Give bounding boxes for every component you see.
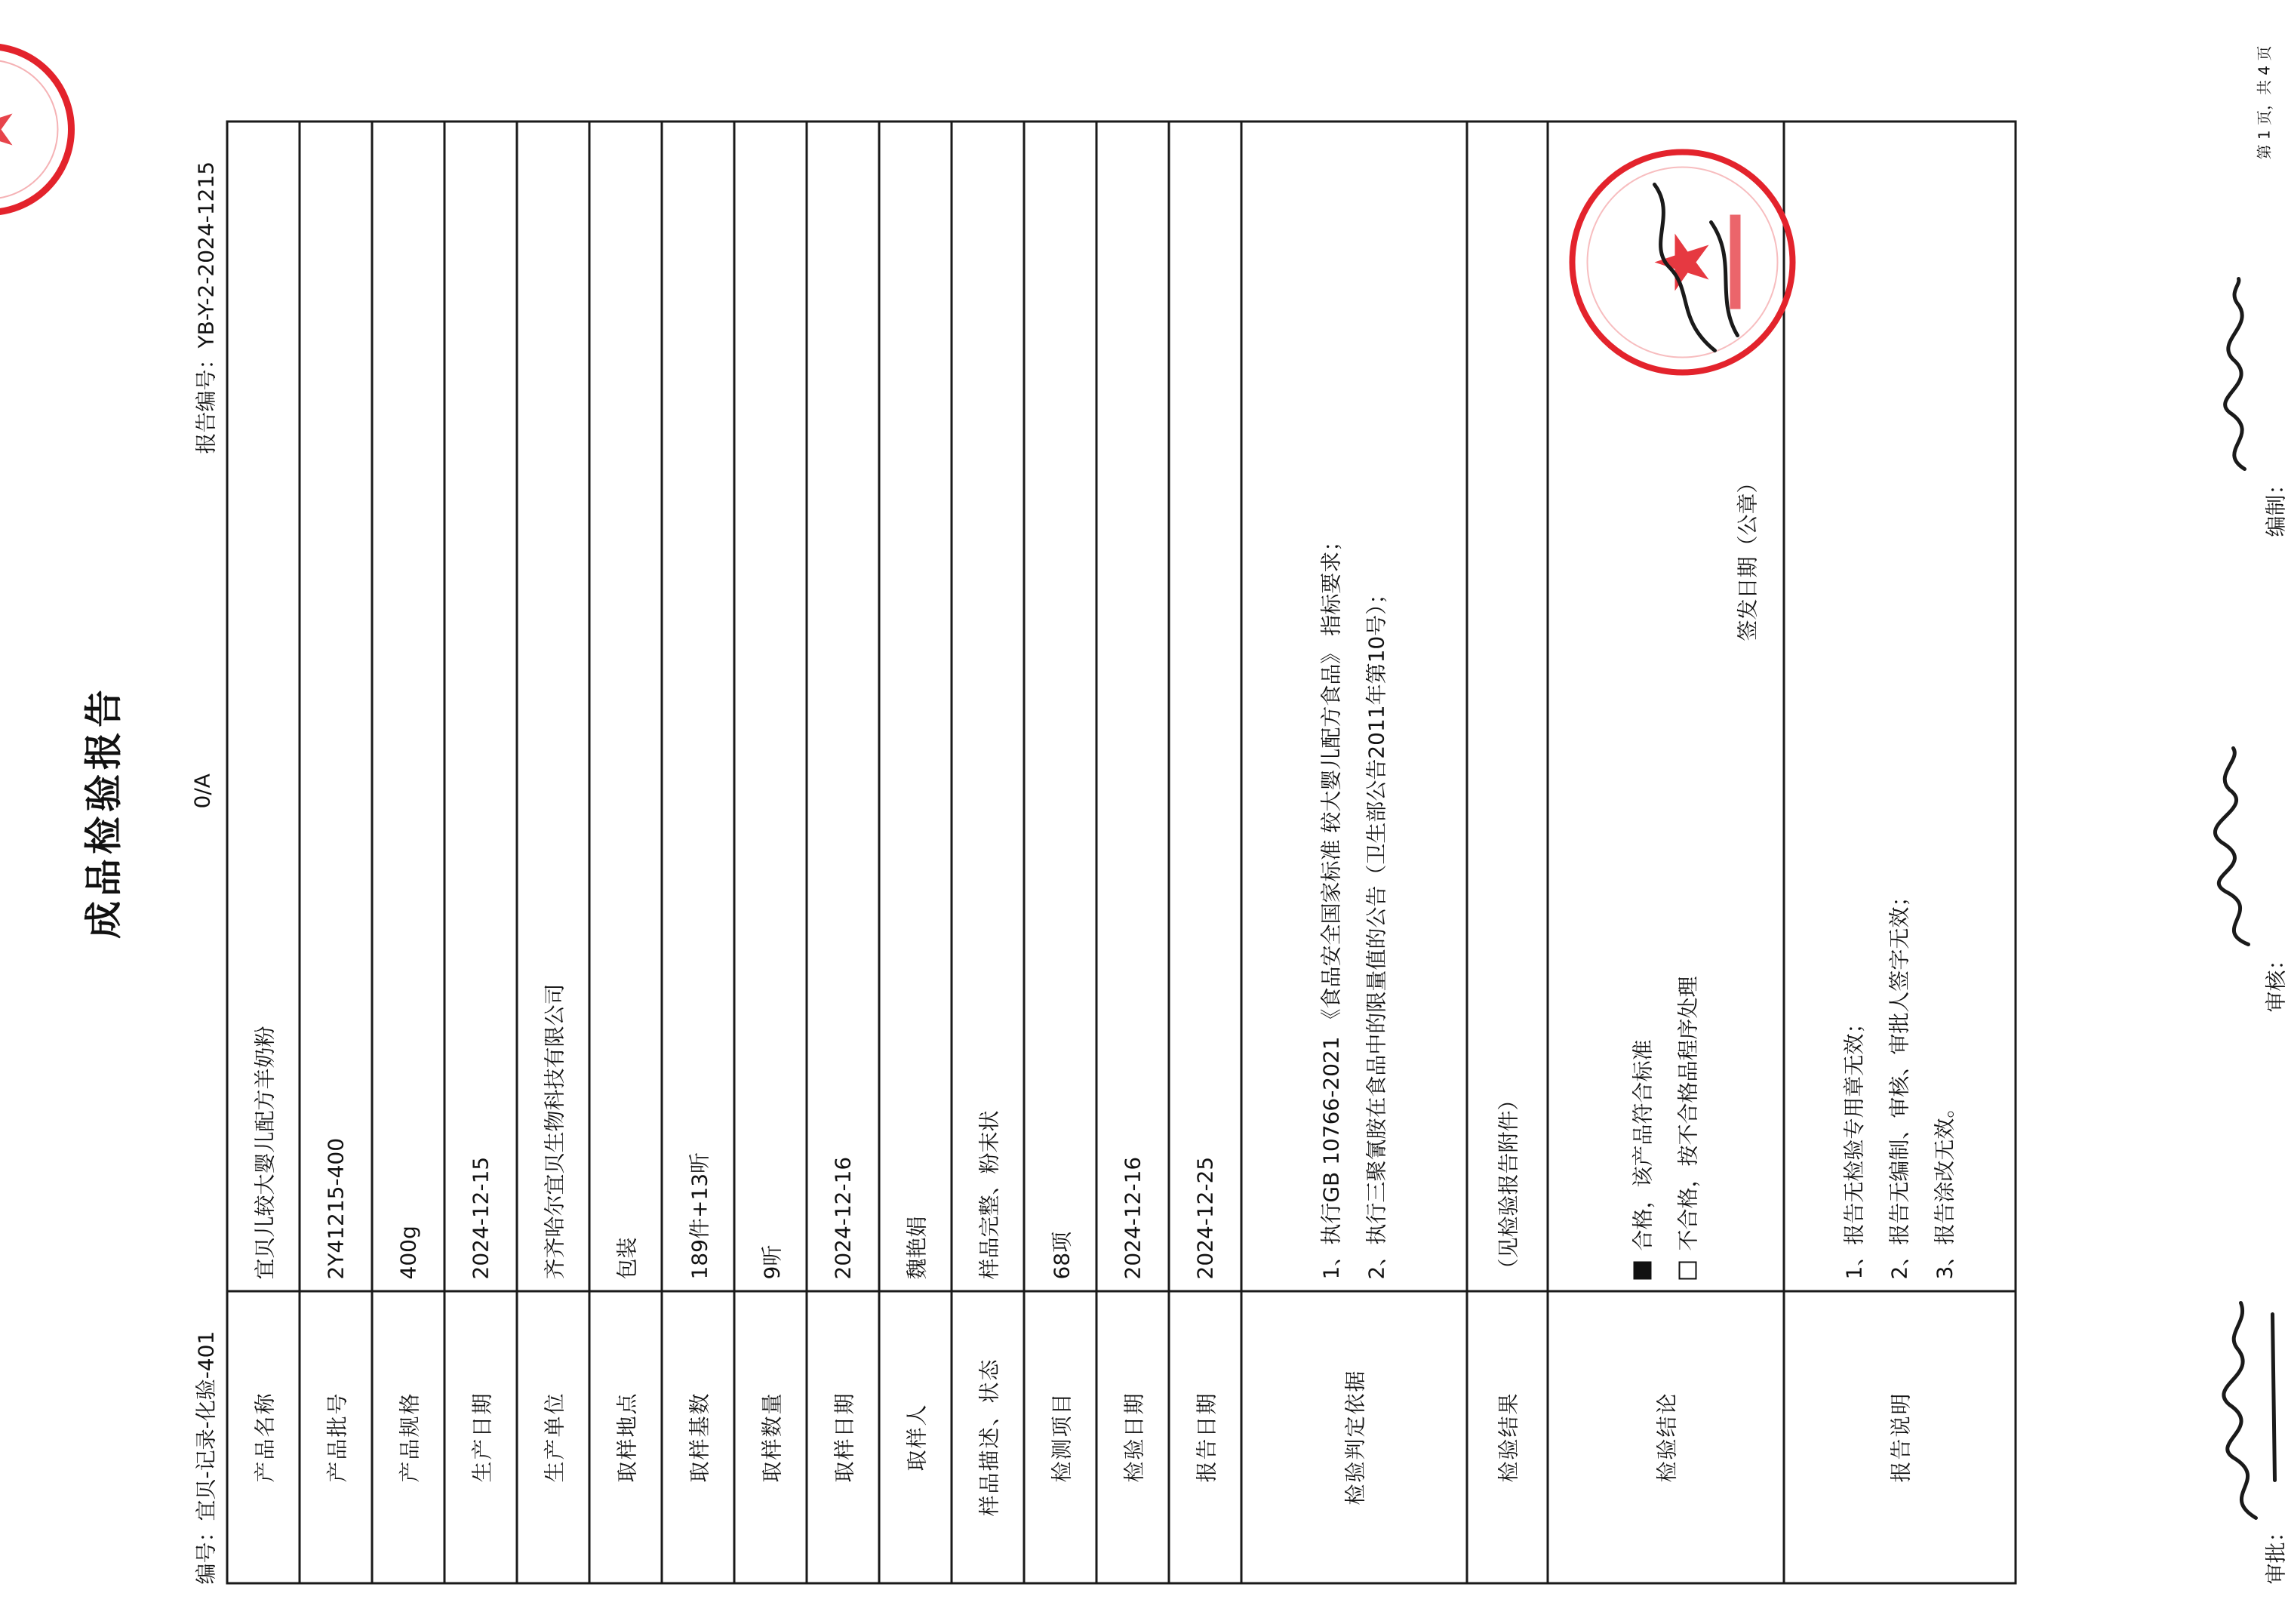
table-row bbox=[807, 121, 879, 1583]
notes-label: 报告说明 bbox=[1784, 1291, 2016, 1583]
basis-melamine-line: 2、执行三聚氰胺在食品中的限量值的公告（卫生部公告2011年第10号）； bbox=[1355, 134, 1400, 1280]
result-label: 检验结果 bbox=[1467, 1291, 1548, 1583]
conclusion-label: 检验结论 bbox=[1548, 1291, 1784, 1583]
row-label: 取样数量 bbox=[734, 1291, 807, 1583]
row-value: 2024-12-16 bbox=[1096, 121, 1169, 1291]
row-value: 2Y41215-400 bbox=[300, 121, 372, 1291]
version-number: 0/A bbox=[190, 774, 215, 808]
top-company-seal bbox=[0, 39, 79, 220]
row-value: 2024-12-25 bbox=[1169, 121, 1241, 1291]
report-page bbox=[0, 1, 2288, 1624]
row-label: 产品名称 bbox=[227, 1291, 300, 1583]
row-value: 2024-12-15 bbox=[444, 121, 517, 1291]
table-row bbox=[227, 121, 300, 1583]
row-label: 产品批号 bbox=[300, 1291, 372, 1583]
basis-cell bbox=[1241, 121, 1467, 1291]
row-value: 2024-12-16 bbox=[807, 121, 879, 1291]
note-line: 3、报告涂改无效。 bbox=[1923, 134, 1968, 1280]
editor-label: 编制： bbox=[2260, 473, 2288, 537]
table-row bbox=[879, 121, 952, 1583]
checked-box-icon bbox=[1634, 1262, 1652, 1280]
row-value: 魏艳娟 bbox=[879, 121, 952, 1291]
table-row bbox=[1096, 121, 1169, 1583]
row-label: 生产单位 bbox=[517, 1291, 589, 1583]
table-row bbox=[444, 121, 517, 1583]
inspection-seal bbox=[1564, 143, 1802, 381]
row-value: 宜贝儿较大婴儿配方羊奶粉 bbox=[227, 121, 300, 1291]
basis-standard-line: 1、执行GB 10766-2021 《食品安全国家标准 较大婴儿配方食品》 指标要求； bbox=[1309, 134, 1355, 1280]
notes-cell bbox=[1784, 121, 2016, 1291]
fail-text: 不合格，按不合格品程序处理 bbox=[1676, 976, 1701, 1250]
row-label: 取样地点 bbox=[589, 1291, 662, 1583]
row-label: 生产日期 bbox=[444, 1291, 517, 1583]
table-row bbox=[1169, 121, 1241, 1583]
row-label: 报告日期 bbox=[1169, 1291, 1241, 1583]
approver-label: 审批： bbox=[2260, 1521, 2288, 1584]
row-label: 检测项目 bbox=[1024, 1291, 1096, 1583]
pass-text: 合格，该产品符合标准 bbox=[1631, 1039, 1656, 1250]
page-number: 第 1 页，共 4 页 bbox=[2253, 46, 2274, 160]
record-number: 编号：宜贝-记录-化验-401 bbox=[190, 1331, 220, 1585]
row-value: 68项 bbox=[1024, 121, 1096, 1291]
table-row bbox=[300, 121, 372, 1583]
basis-row bbox=[1241, 121, 1467, 1583]
table-row bbox=[662, 121, 734, 1583]
row-value: 189件+13听 bbox=[662, 121, 734, 1291]
conclusion-cell bbox=[1548, 121, 1784, 1291]
table-row bbox=[372, 121, 444, 1583]
result-row bbox=[1467, 121, 1548, 1583]
row-label: 样品描述、状态 bbox=[952, 1291, 1024, 1583]
table-row bbox=[734, 121, 807, 1583]
editor-signature bbox=[2200, 273, 2275, 477]
row-value: 400g bbox=[372, 121, 444, 1291]
row-label: 取样人 bbox=[879, 1291, 952, 1583]
row-label: 取样日期 bbox=[807, 1291, 879, 1583]
empty-box-icon bbox=[1679, 1262, 1697, 1280]
sign-date-label: 签发日期（公章） bbox=[1732, 472, 1762, 641]
conclusion-row bbox=[1548, 121, 1784, 1583]
row-value: 包装 bbox=[589, 121, 662, 1291]
row-value: 齐齐哈尔宜贝生物科技有限公司 bbox=[517, 121, 589, 1291]
approver-signature bbox=[2203, 1300, 2286, 1526]
table-row bbox=[517, 121, 589, 1583]
row-label: 检验日期 bbox=[1096, 1291, 1169, 1583]
reviewer-signature bbox=[2188, 741, 2279, 952]
row-label: 产品规格 bbox=[372, 1291, 444, 1583]
row-value: 样品完整、粉末状 bbox=[952, 121, 1024, 1291]
report-number: 报告编号：YB-Y-2-2024-1215 bbox=[190, 161, 220, 454]
table-row bbox=[952, 121, 1024, 1583]
row-value: 9听 bbox=[734, 121, 807, 1291]
report-title: 成品检验报告 bbox=[74, 1, 128, 1624]
row-label: 取样基数 bbox=[662, 1291, 734, 1583]
table-row bbox=[589, 121, 662, 1583]
note-line: 1、报告无检验专用章无效； bbox=[1832, 134, 1877, 1280]
notes-row bbox=[1784, 121, 2016, 1583]
reviewer-label: 审核： bbox=[2260, 949, 2288, 1012]
basis-label: 检验判定依据 bbox=[1241, 1291, 1467, 1583]
note-line: 2、报告无编制、审核、审批人签字无效； bbox=[1877, 134, 1923, 1280]
result-value: （见检验报告附件） bbox=[1467, 121, 1548, 1291]
table-row bbox=[1024, 121, 1096, 1583]
inspection-table bbox=[226, 121, 2017, 1585]
